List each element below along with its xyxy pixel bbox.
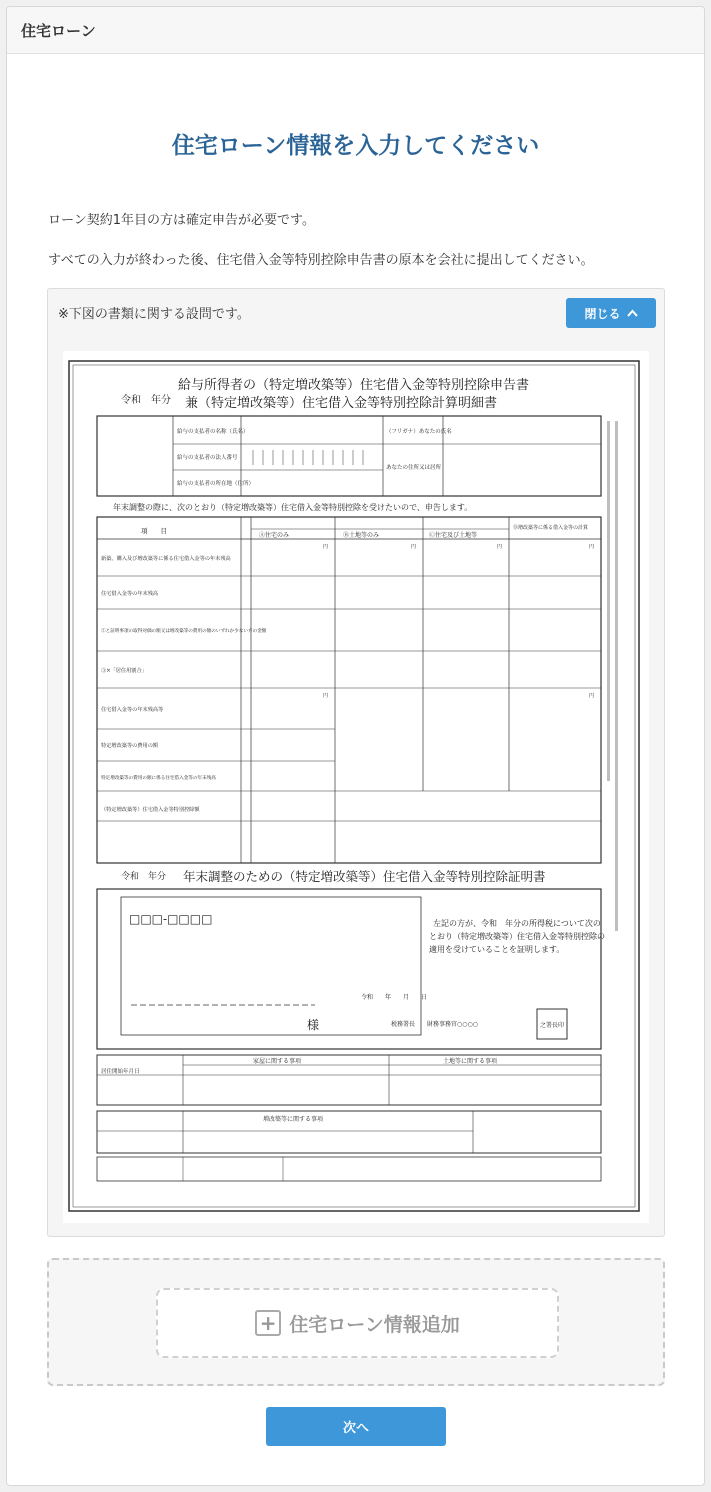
form-col-item: 項 目 [141, 527, 167, 535]
tax-form-drawing [63, 351, 649, 1223]
document-note: ※下図の書類に関する設問です。 [58, 307, 250, 322]
form-col-house: Ⓐ住宅のみ [259, 532, 290, 539]
form-furigana: （フリガナ）あなたの氏名 [386, 429, 452, 435]
form-house-section: 家屋に関する事項 [253, 1058, 302, 1065]
next-button[interactable] [266, 1407, 446, 1446]
form-title-line1: 給与所得者の（特定増改築等）住宅借入金等特別控除申告書 [178, 378, 530, 393]
next-button-label: 次へ [342, 1421, 369, 1436]
form-row-8: （特定増改築等）住宅借入金等特別控除額 [101, 807, 200, 813]
card-header [7, 7, 704, 54]
form-row-4: ③×「居住用割合」 [101, 668, 147, 674]
form-renovation-section: 増改築等に関する事項 [263, 1116, 324, 1123]
add-loan-zone [47, 1258, 665, 1386]
close-button-label: 閉じる [584, 306, 621, 321]
form-row-3: ②と証明事項の取得対価の額又は増改築等の費用の額のいずれか少ない方の金額 [101, 629, 267, 634]
form-row-5: 住宅借入金等の年末残高等 [101, 707, 164, 713]
form-payer-name: 給与の支払者の名称（氏名） [177, 429, 249, 435]
form-row-1: 新築、購入及び増改築等に係る住宅借入金等の年末残高 [101, 556, 231, 562]
form-yen-6: 円 [589, 693, 595, 699]
close-button[interactable] [566, 298, 656, 328]
form-col-special: Ⓓ増改築等に係る借入金等の計算 [513, 525, 589, 531]
form-cert-title: 年末調整のための（特定増改築等）住宅借入金等特別控除証明書 [183, 869, 546, 884]
plus-icon: + [255, 1310, 281, 1336]
form-cert-date: 令和 年 月 日 [361, 994, 428, 1001]
form-cert-era: 令和 年分 [121, 872, 167, 882]
add-loan-label: 住宅ローン情報追加 [289, 1313, 460, 1336]
form-yen-5: 円 [323, 693, 329, 699]
chevron-up-icon [627, 309, 638, 317]
form-payer-number: 給与の支払者の法人番号 [177, 455, 238, 461]
form-cert-text-2: とおり（特定増改築等）住宅借入金等特別控除の [429, 932, 605, 941]
form-title-line2: 兼（特定増改築等）住宅借入金等特別控除計算明細書 [185, 396, 498, 411]
header-title: 住宅ローン [21, 21, 96, 40]
form-your-address: あなたの住所又は居所 [386, 465, 442, 471]
form-yen-3: 円 [497, 544, 503, 550]
form-row-2: 住宅借入金等の年末残高 [101, 591, 159, 597]
form-yen-4: 円 [589, 544, 595, 550]
form-tax-office: 税務署長 財務事務官○○○○ [391, 1021, 478, 1028]
form-land-section: 土地等に関する事項 [443, 1058, 498, 1065]
form-postal-code: □□□-□□□□ [129, 912, 213, 926]
form-stamp: 之署長印 [540, 1022, 565, 1029]
main-card [6, 6, 705, 1486]
document-panel [47, 288, 665, 1237]
form-move-in-date: 居住開始年月日 [101, 1069, 140, 1075]
form-yen-1: 円 [323, 544, 329, 550]
intro-text-1: ローン契約1年目の方は確定申告が必要です。 [48, 213, 315, 228]
form-col-both: Ⓒ住宅及び土地等 [429, 532, 478, 539]
intro-text-2: すべての入力が終わった後、住宅借入金等特別控除申告書の原本を会社に提出してください。 [48, 253, 594, 268]
form-honorific: 様 [307, 1018, 320, 1032]
form-cert-text-3: 適用を受けていることを証明します。 [429, 945, 565, 954]
form-col-land: Ⓑ土地等のみ [343, 532, 380, 539]
form-yen-2: 円 [411, 544, 417, 550]
form-cert-text-1: 左記の方が、令和 年分の所得税について次の [433, 919, 601, 928]
form-declaration: 年末調整の際に、次のとおり（特定増改築等）住宅借入金等特別控除を受けたいので、申告します。 [113, 503, 473, 512]
form-payer-address: 給与の支払者の所在地（住所） [177, 481, 255, 487]
tax-form-image [63, 351, 649, 1223]
add-loan-button[interactable] [156, 1288, 559, 1358]
form-row-6: 特定増改築等の費用の額 [101, 743, 159, 749]
form-row-7: 特定増改築等の費用の額に係る住宅借入金等の年末残高 [101, 776, 216, 781]
form-era-year: 令和 年分 [121, 395, 171, 406]
page-title: 住宅ローン情報を入力してください [171, 133, 540, 159]
